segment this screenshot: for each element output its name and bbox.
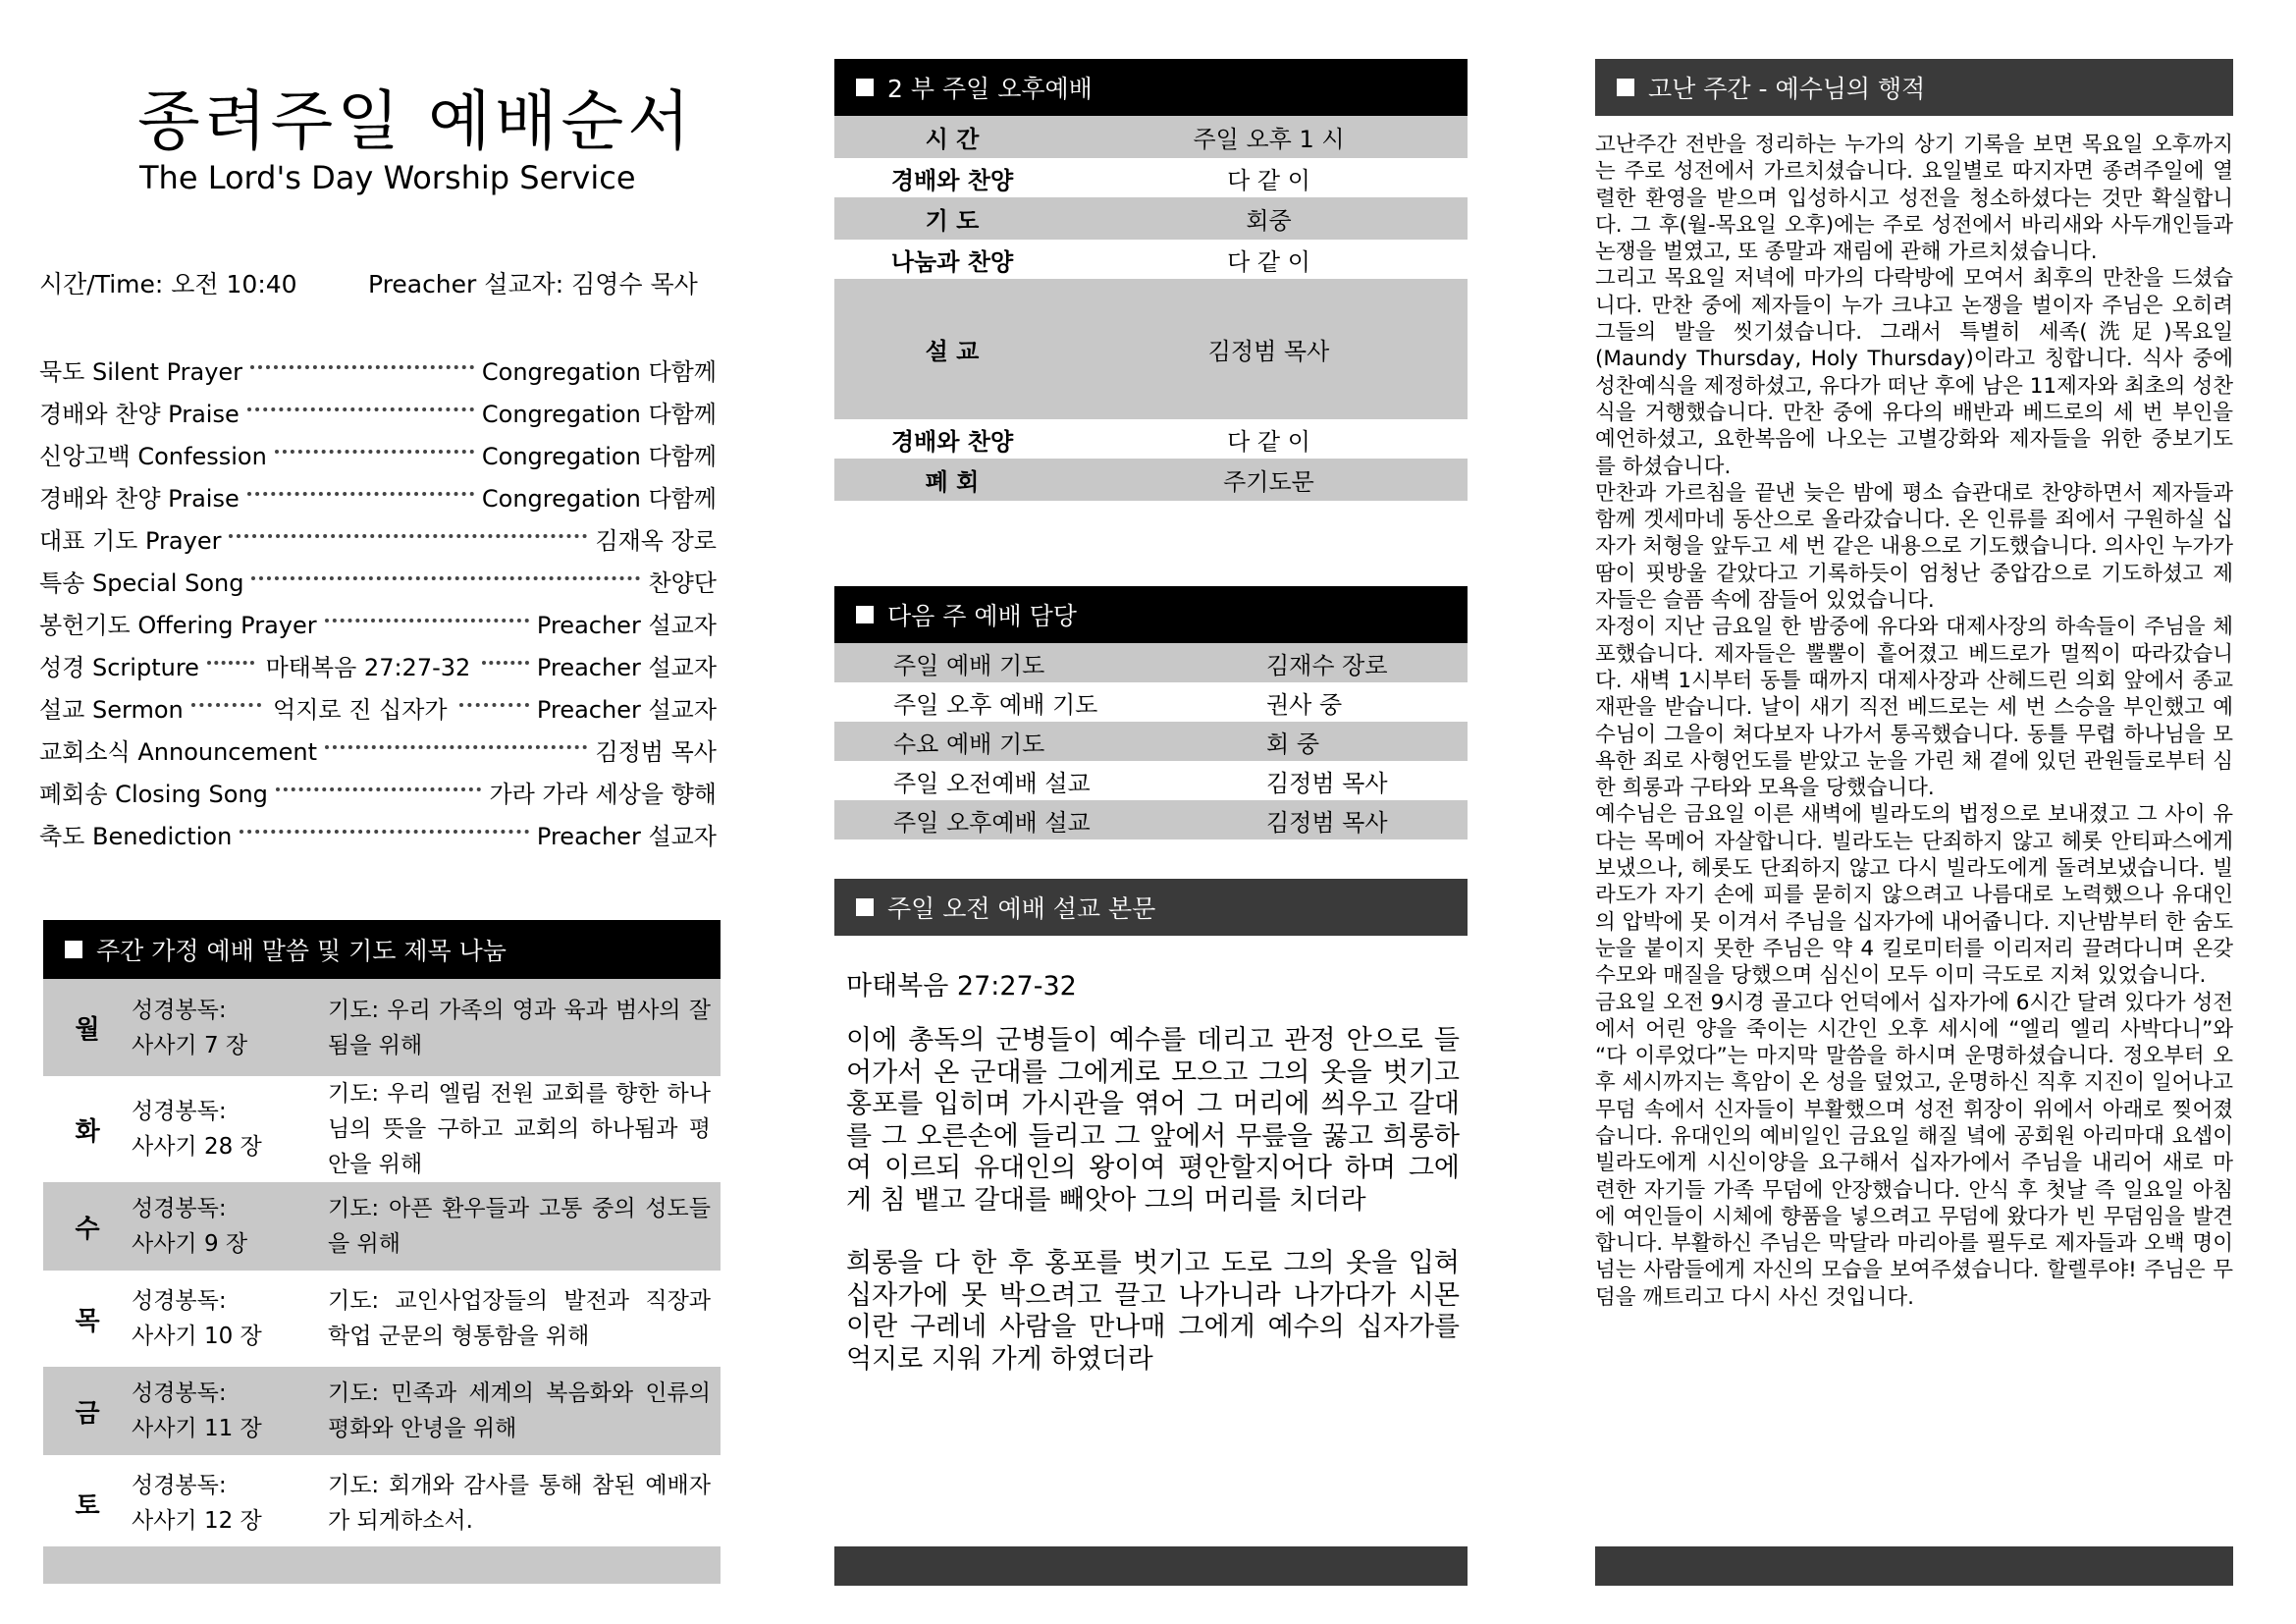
pm-service-header [834,59,1468,116]
bible-reading-label: 성경봉독: [132,1288,227,1314]
pm-service-item: 기 도 [925,207,980,235]
duty-role: 주일 오후 예배 기도 [893,690,1098,719]
passion-week-paragraph: 그리고 목요일 저녁에 마가의 다락방에 모여서 최후의 만찬을 드셨습니다. 만찬 중에 제자들이 누가 크냐고 논쟁을 벌이자 주님은 오히려 그들의 발을 씻기셨습니다. 그래서 특별히 세족(洗足)목요일(Maundy Thursday, Holy Thursday)이라고 칭합니다. 식사 중에 성찬예식을 제정하셨고, 유다가 떠난 후에 남은 11제자와 최초의 성찬식을 거행했습니다. 만찬 중에 유다의 배반과 베드로의 세 번 부인을 예언하셨고, 요한복음에 나오는 고별강화와 제자들을 위한 중보기도를 하셨습니다. [1595,266,2233,479]
bible-reading-label: 성경봉독: [132,1099,227,1124]
day-label: 금 [75,1398,100,1429]
service-preacher: Preacher 설교자: 김영수 목사 [368,270,698,298]
order-item-value: Preacher 설교자 [536,696,718,724]
dot-leader [459,703,529,707]
order-item [39,349,717,391]
pm-service-row [834,419,1468,459]
bible-reading-ref: 사사기 12 장 [132,1508,262,1534]
duty-role: 수요 예배 기도 [893,730,1045,758]
pm-service-row [834,116,1468,158]
order-item-value: 김재옥 장로 [595,527,717,555]
pm-service-leader: 다 같 이 [1227,427,1310,456]
pm-service-leader: 주일 오후 1 시 [1193,126,1345,153]
order-item [39,602,717,644]
day-label: 월 [75,1015,100,1045]
passion-week-paragraph: 예수님은 금요일 이른 새벽에 빌라도의 법정으로 보내졌고 그 사이 유다는 목메어 자살합니다. 빌라도는 단죄하지 않고 헤롯 안티파스에게 보냈으나, 헤롯도 단죄하지 않고 다시 빌라도에게 돌려보냈습니다. 빌라도가 자기 손에 피를 묻히지 않으려고 나름대로 노력했으나 유대인의 압박에 못 이겨서 주님을 십자가에 내어줍니다. 지난밤부터 한 숨도 눈을 붙이지 못한 주님은 약 4 킬로미터를 이리저리 끌려다니며 온갖 수모와 매질을 당했으며 심신이 모두 이미 극도로 지쳐 있었습니다. [1595,802,2233,989]
order-item-label: 대표 기도 Prayer [39,527,222,555]
order-item [39,475,717,517]
day-label: 토 [75,1490,100,1521]
next-week-header [834,586,1468,643]
order-item-value: Congregation 다함께 [481,485,717,513]
day-label: 수 [75,1214,100,1244]
square-bullet-icon [856,898,874,916]
day-row [43,1076,721,1182]
pm-service-row [834,279,1468,419]
prayer-topic: 기도: 회개와 감사를 통해 참된 예배자가 되게하소서. [328,1473,711,1534]
order-item-label: 폐회송 Closing Song [39,781,268,808]
order-item [39,391,717,433]
duty-person: 권사 중 [1266,690,1343,719]
dot-leader [276,787,482,791]
sermon-text-header [834,879,1468,936]
dot-leader [247,407,474,411]
passion-week-paragraph: 만찬과 가르침을 끝낸 늦은 밤에 평소 습관대로 찬양하면서 제자들과 함께 겟세마네 동산으로 올라갔습니다. 온 인류를 죄에서 구원하실 십자가 처형을 앞두고 세 번 같은 내용으로 기도했습니다. 의사인 누가가 땀이 핏방울 같았다고 기록하듯이 엄청난 중압감으로 기도하셨고 제자들은 슬픔 속에 잠들어 있었습니다. [1595,480,2233,614]
order-item-label: 성경 Scripture [39,654,199,681]
order-item [39,560,717,602]
day-label: 화 [75,1116,100,1147]
duty-role: 주일 오후예배 설교 [893,808,1091,837]
pm-service-title: 2 부 주일 오후예배 [887,75,1093,103]
order-item-value: 찬양단 [648,569,717,597]
pm-service-item: 경배와 찬양 [890,427,1014,456]
order-item-value: Congregation 다함께 [481,443,717,470]
day-row [43,1367,721,1455]
day-row [43,1182,721,1271]
pm-service-leader: 다 같 이 [1227,166,1310,194]
next-week-row [834,643,1468,682]
duty-role: 주일 예배 기도 [893,651,1045,679]
prayer-topic: 기도: 교인사업장들의 발전과 직장과 학업 군문의 형통함을 위해 [328,1288,711,1349]
weekly-devotion-table [43,979,721,1551]
scripture-text [846,1025,1460,1407]
passion-week-title: 고난 주간 - 예수님의 행적 [1648,75,1926,103]
dot-leader [275,450,474,454]
order-item-label: 경배와 찬양 Praise [39,401,240,428]
scripture-paragraph: 이에 총독의 군병들이 예수를 데리고 관정 안으로 들어가서 온 군대를 그에게로 모으고 그의 옷을 벗기고 홍포를 입히며 가시관을 엮어 그 머리에 씌우고 갈대를 그 오른손에 들리고 그 앞에서 무릎을 꿇고 희롱하여 이르되 유대인의 왕이여 평안할지어다 하며 그에게 침 뱉고 갈대를 빼앗아 그의 머리를 치더라 [846,1025,1460,1216]
order-item-value: Preacher 설교자 [536,823,717,850]
order-item [39,644,717,686]
duty-person: 김정범 목사 [1266,769,1388,797]
bible-reading [132,1283,328,1354]
pm-service-item: 설 교 [925,338,980,365]
order-item [39,729,717,771]
order-item-value: 가라 가라 세상을 향해 [489,781,717,808]
pm-service-leader: 회중 [1246,207,1292,235]
bible-reading-label: 성경봉독: [132,1380,227,1406]
duty-person: 김정범 목사 [1266,808,1388,837]
dot-leader [191,703,261,707]
weekly-footer-bar [43,1546,721,1584]
order-item-label: 묵도 Silent Prayer [39,358,243,386]
worship-order-list [39,349,717,855]
next-week-row [834,722,1468,761]
order-item-value: Preacher 설교자 [536,654,718,681]
order-item-label: 축도 Benediction [39,823,233,850]
column-footer-bar [1595,1546,2233,1586]
duty-person: 회 중 [1266,730,1319,758]
bible-reading [132,1376,328,1446]
pm-service-row [834,240,1468,279]
prayer-topic: 기도: 우리 엘림 전원 교회를 향한 하나님의 뜻을 구하고 교회의 하나됨과 평안을 위해 [328,1081,711,1177]
service-time: 시간/Time: 오전 10:40 [39,270,297,298]
bible-reading-ref: 사사기 28 장 [132,1134,262,1160]
bible-reading [132,1191,328,1262]
order-item-label: 신앙고백 Confession [39,443,267,470]
dot-leader [325,619,529,623]
order-item-detail: 억지로 진 십자가 [273,696,448,724]
pm-service-row [834,197,1468,240]
dot-leader [247,492,474,496]
pm-service-item: 나눔과 찬양 [890,247,1014,276]
prayer-topic: 기도: 아픈 환우들과 고통 중의 성도들을 위해 [328,1196,711,1257]
bible-reading-ref: 사사기 11 장 [132,1416,262,1441]
square-bullet-icon [1617,79,1634,96]
scripture-paragraph: 희롱을 다 한 후 홍포를 벗기고 도로 그의 옷을 입혀 십자가에 못 박으려고 끌고 나가니라 나가다가 시몬이란 구레네 사람을 만나매 그에게 예수의 십자가를 억지로 지워 가게 하였더라 [846,1248,1460,1375]
pm-service-leader: 다 같 이 [1227,247,1310,276]
order-item-label: 경배와 찬양 Praise [39,485,240,513]
order-item-value: Congregation 다함께 [481,401,717,428]
passion-week-text [1595,132,2233,1311]
day-row [43,1455,721,1551]
passion-week-paragraph: 자정이 지난 금요일 한 밤중에 유다와 대제사장의 하속들이 주님을 체포했습니다. 제자들은 뿔뿔이 흩어졌고 베드로가 멀찍이 따라갔습니다. 새벽 1시부터 동틀 때까지 대제사장과 산헤드린 의회 앞에서 종교재판을 받습니다. 날이 새기 직전 베드로는 세 번 스승을 부인했고 예수님이 그을이 쳐다보자 나가서 통곡했습니다. 동틀 무렵 하나님을 모욕한 죄로 사형언도를 받았고 눈을 가린 채 곁에 있던 관원들로부터 심한 희롱과 구타와 모욕을 당했습니다. [1595,615,2233,801]
pm-service-item: 시 간 [925,126,980,153]
order-item-detail: 마태복음 27:27-32 [265,654,471,681]
day-row [43,1271,721,1367]
passion-week-header [1595,59,2233,116]
bulletin-subtitle: The Lord's Day Worship Service [139,159,636,196]
dot-leader [325,745,587,749]
order-item-label: 특송 Special Song [39,569,244,597]
dot-leader [240,830,529,834]
dot-leader [250,365,474,369]
bible-reading-label: 성경봉독: [132,1473,227,1498]
order-item-value: Preacher 설교자 [536,612,717,639]
order-item-value: Congregation 다함께 [481,358,717,386]
bible-reading-label: 성경봉독: [132,1196,227,1221]
next-week-row [834,761,1468,800]
prayer-topic: 기도: 민족과 세계의 복음화와 인류의 평화와 안녕을 위해 [328,1380,711,1441]
order-item [39,517,717,560]
square-bullet-icon [856,79,874,96]
sermon-text-title: 주일 오전 예배 설교 본문 [887,894,1156,923]
bible-reading-label: 성경봉독: [132,997,227,1023]
bible-reading-ref: 사사기 10 장 [132,1324,262,1349]
dot-leader [229,534,587,538]
bible-reading-ref: 사사기 7 장 [132,1032,248,1058]
pm-service-leader: 김정범 목사 [1207,338,1330,365]
dot-leader [251,576,640,580]
day-row [43,979,721,1076]
column-footer-bar [834,1546,1468,1586]
weekly-section-title: 주간 가정 예배 말씀 및 기도 제목 나눔 [96,937,507,965]
next-week-table [834,643,1468,839]
day-label: 목 [75,1306,100,1336]
duty-role: 주일 오전예배 설교 [893,769,1091,797]
bible-reading-ref: 사사기 9 장 [132,1231,248,1257]
next-week-row [834,800,1468,839]
next-week-title: 다음 주 예배 담당 [887,602,1077,630]
order-item [39,813,717,855]
square-bullet-icon [65,941,82,958]
bulletin-title: 종려주일 예배순서 [137,83,695,159]
bible-reading [132,993,328,1063]
pm-service-leader: 주기도문 [1223,468,1314,496]
passion-week-paragraph: 금요일 오전 9시경 골고다 언덕에서 십자가에 6시간 달려 있다가 성전에서 어린 양을 죽이는 시간인 오후 세시에 “엘리 엘리 사박다니”와 “다 이루었다”는 마지막 말씀을 하시며 운명하셨습니다. 정오부터 오후 세시까지는 흑암이 온 성을 덮었고, 운명하신 직후 지진이 일어나고 무덤 속에서 신자들이 부활했으며 성전 휘장이 위에서 아래로 찢어졌습니다. 유대인의 예비일인 금요일 해질 녘에 공회원 아리마대 요셉이 빌라도에게 시신이양을 요구해서 십자가에서 주님을 내리어 새로 마련한 자기들 가족 무덤에 안장했습니다. 안식 후 첫날 즉 일요일 아침에 여인들이 시체에 향품을 넣으려고 무덤에 왔다가 빈 무덤임을 발견합니다. 부활하신 주님은 막달라 마리아를 필두로 제자들과 오백 명이 넘는 사람들에게 자신의 모습을 보여주셨습니다. 할렐루야! 주님은 무덤을 깨트리고 다시 사신 것입니다. [1595,990,2233,1310]
order-item-label: 교회소식 Announcement [39,738,318,766]
weekly-section-header [43,920,721,979]
dot-leader [207,661,254,665]
next-week-row [834,682,1468,722]
order-item-value: 김정범 목사 [595,738,717,766]
order-item [39,771,717,813]
scripture-reference: 마태복음 27:27-32 [846,971,1077,1001]
pm-service-row [834,158,1468,197]
pm-service-table [834,116,1468,501]
square-bullet-icon [856,606,874,623]
pm-service-row [834,459,1468,501]
order-item-label: 설교 Sermon [39,696,184,724]
pm-service-item: 경배와 찬양 [890,166,1014,194]
order-item-label: 봉헌기도 Offering Prayer [39,612,317,639]
order-item [39,686,717,729]
bible-reading [132,1094,328,1164]
duty-person: 김재수 장로 [1266,651,1388,679]
dot-leader [482,661,529,665]
pm-service-item: 폐 회 [925,468,980,496]
bible-reading [132,1468,328,1539]
order-item [39,433,717,475]
passion-week-paragraph: 고난주간 전반을 정리하는 누가의 상기 기록을 보면 목요일 오후까지는 주로 성전에서 가르치셨습니다. 요일별로 따지자면 종려주일에 열렬한 환영을 받으며 입성하시고 성전을 청소하셨다는 것만 확실합니다. 그 후(월-목요일 오후)에는 주로 성전에서 바리새와 사두개인들과 논쟁을 벌였고, 또 종말과 재림에 관해 가르치셨습니다. [1595,133,2233,265]
prayer-topic: 기도: 우리 가족의 영과 육과 범사의 잘됨을 위해 [328,997,711,1058]
